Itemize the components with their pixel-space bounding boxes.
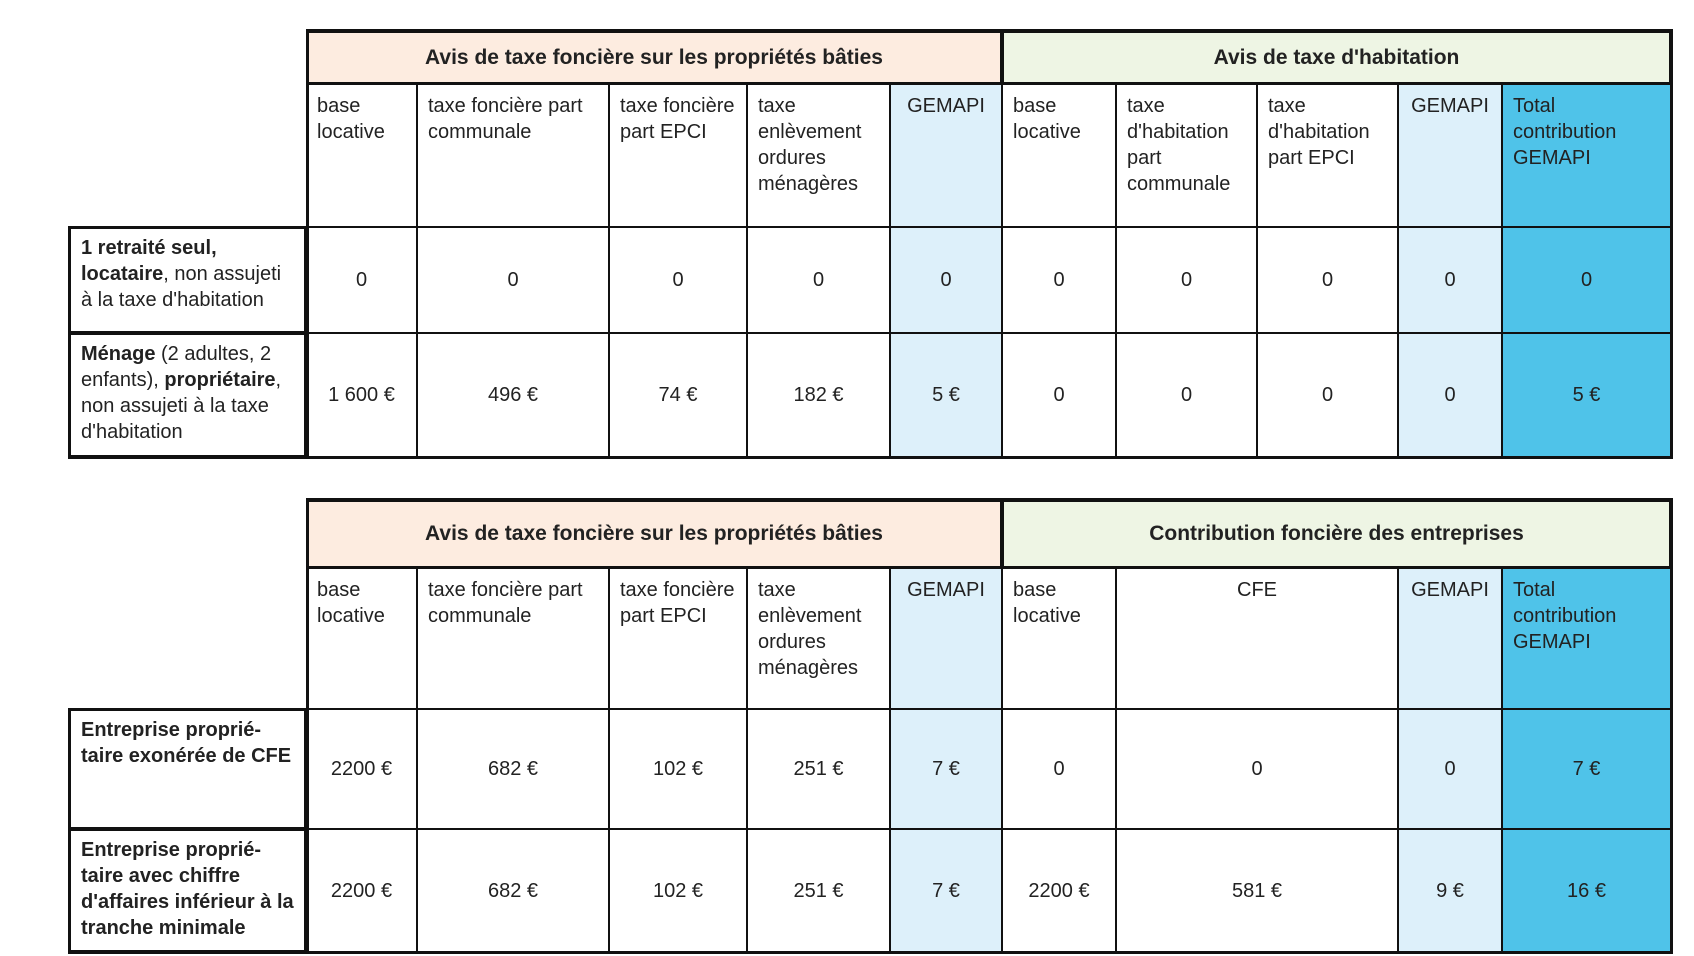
table-cell: 0 xyxy=(1116,227,1257,333)
table-cell: 496 € xyxy=(417,333,609,457)
row-label xyxy=(69,227,306,333)
column-header: taxe d'habitation part communale xyxy=(1116,84,1257,227)
table-cell: 16 € xyxy=(1502,829,1671,952)
table-cell: 0 xyxy=(1002,333,1116,457)
column-header: taxe foncière part communale xyxy=(417,568,609,709)
table-cell: 251 € xyxy=(747,709,890,829)
table-cell: 0 xyxy=(1002,227,1116,333)
table-cell: 0 xyxy=(1002,709,1116,829)
group-header-taxe-fonciere: Avis de taxe foncière sur les propriétés bâties xyxy=(306,500,1002,568)
table-cell: 1 600 € xyxy=(306,333,417,457)
table-cell: 0 xyxy=(1398,333,1502,457)
table-cell: 0 xyxy=(609,227,747,333)
column-header: base locative xyxy=(1002,84,1116,227)
column-header: taxe enlèvement ordures ménagères xyxy=(747,568,890,709)
row-label-bold: Entreprise proprié-taire avec chiffre d'affaires inférieur à la tranche minimale xyxy=(81,839,294,939)
row-label-bold: 1 retraité seul, xyxy=(81,237,217,259)
table-cell: 0 xyxy=(1398,227,1502,333)
table-cell: 2200 € xyxy=(306,709,417,829)
column-header: taxe d'habitation part EPCI xyxy=(1257,84,1398,227)
group-header-taxe-fonciere: Avis de taxe foncière sur les propriétés bâties xyxy=(306,31,1002,84)
table-cell: 0 xyxy=(1116,333,1257,457)
table-cell: 5 € xyxy=(1502,333,1671,457)
row-label-text: (2 adultes, 2 enfants), xyxy=(81,343,272,391)
column-header: base locative xyxy=(306,84,417,227)
row-label-bold: locataire xyxy=(81,263,164,285)
table-cell: 682 € xyxy=(417,829,609,952)
column-header-cfe: CFE xyxy=(1116,568,1398,709)
row-label-text: , non assujeti à la taxe d'habitation xyxy=(81,369,282,443)
column-header: taxe foncière part EPCI xyxy=(609,568,747,709)
column-header: taxe foncière part EPCI xyxy=(609,84,747,227)
row-label-bold: propriétaire xyxy=(164,369,276,391)
row-label-text: , non assujeti à la taxe d'habitation xyxy=(81,263,282,311)
table-cell: 7 € xyxy=(890,709,1002,829)
table-cell: 7 € xyxy=(890,829,1002,952)
row-label-bold: Ménage xyxy=(81,343,156,365)
group-header-cfe: Contribution foncière des entreprises xyxy=(1002,500,1671,568)
column-header-total-gemapi: Total contribution GEMAPI xyxy=(1502,568,1671,709)
column-header-gemapi: GEMAPI xyxy=(890,568,1002,709)
row-label xyxy=(69,829,306,952)
table-cell: 251 € xyxy=(747,829,890,952)
table-cell: 0 xyxy=(747,227,890,333)
row-label-bold: Entreprise proprié-taire exonérée de CFE xyxy=(81,719,292,767)
table-cell: 0 xyxy=(890,227,1002,333)
column-header: taxe foncière part communale xyxy=(417,84,609,227)
table-cell: 2200 € xyxy=(1002,829,1116,952)
table-cell: 0 xyxy=(1502,227,1671,333)
table-cell: 0 xyxy=(1398,709,1502,829)
table-cell: 682 € xyxy=(417,709,609,829)
row-label xyxy=(69,709,306,829)
table-cell: 0 xyxy=(1257,333,1398,457)
table-cell: 5 € xyxy=(890,333,1002,457)
table-cell: 7 € xyxy=(1502,709,1671,829)
table-cell: 0 xyxy=(1116,709,1398,829)
table-cell: 182 € xyxy=(747,333,890,457)
column-header: base locative xyxy=(1002,568,1116,709)
column-header: base locative xyxy=(306,568,417,709)
table-cell: 74 € xyxy=(609,333,747,457)
table-cell: 0 xyxy=(417,227,609,333)
group-header-taxe-habitation: Avis de taxe d'habitation xyxy=(1002,31,1671,84)
table-cell: 9 € xyxy=(1398,829,1502,952)
table-cell: 2200 € xyxy=(306,829,417,952)
column-header-gemapi: GEMAPI xyxy=(890,84,1002,227)
column-header-total-gemapi: Total contribution GEMAPI xyxy=(1502,84,1671,227)
table-cell: 0 xyxy=(1257,227,1398,333)
row-label xyxy=(69,333,306,457)
table-cell: 102 € xyxy=(609,829,747,952)
column-header-gemapi: GEMAPI xyxy=(1398,568,1502,709)
table-cell: 102 € xyxy=(609,709,747,829)
table-cell: 581 € xyxy=(1116,829,1398,952)
column-header: taxe enlèvement ordures ménagères xyxy=(747,84,890,227)
column-header-gemapi: GEMAPI xyxy=(1398,84,1502,227)
table-cell: 0 xyxy=(306,227,417,333)
